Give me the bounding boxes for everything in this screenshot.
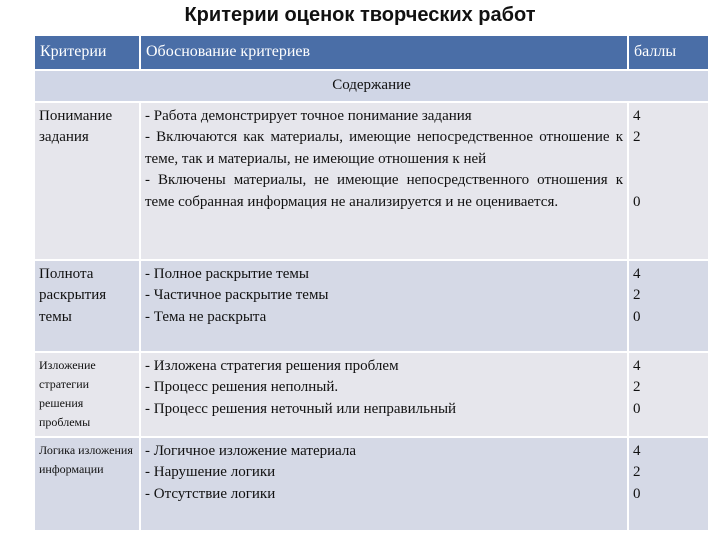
page-title: Критерии оценок творческих работ [184,4,536,26]
score-cell [629,261,708,351]
section-title: Содержание [35,71,708,101]
justification-cell [141,103,627,259]
header-justification: Обоснование критериев [141,36,627,69]
score-cell [629,103,708,259]
criterion-cell: Изложение стратегии решения проблемы [35,353,139,436]
justification-cell [141,261,627,351]
justification-line: - Тема не раскрыта [145,308,267,325]
table-header-row [35,36,708,69]
score-value: 2 [633,129,641,145]
criterion-cell: Полнота раскрытия темы [35,261,139,351]
justification-line: - Изложена стратегия решения проблем [145,357,399,374]
score-value: 2 [633,464,641,480]
justification-line: - Включаются как материалы, имеющие непосредственное отношение к теме, так и материалы, не имеющие отношения к ней [145,129,623,167]
score-value: 2 [633,287,641,303]
justification-line: - Отсутствие логики [145,485,276,502]
criterion-cell: Логика изложения информации [35,438,139,530]
table-row [35,261,708,351]
criterion-cell: Понимание задания [35,103,139,259]
score-value: 4 [633,265,641,282]
score-value: 0 [633,485,641,502]
table-row [35,103,708,259]
justification-line: - Нарушение логики [145,464,276,480]
justification-line: - Частичное раскрытие темы [145,287,329,303]
score-value: 2 [633,379,641,395]
justification-line: - Процесс решения неполный. [145,379,339,395]
criteria-table [33,34,710,532]
justification-cell [141,353,627,436]
score-value: 4 [633,357,641,374]
section-row [35,71,708,101]
justification-line: - Логичное изложение материала [145,442,357,459]
score-cell [629,438,708,530]
score-value: 4 [633,107,641,124]
justification-line: - Работа демонстрирует точное понимание задания [145,107,472,124]
table-row [35,353,708,436]
justification-line: - Процесс решения неточный или неправильный [145,400,457,417]
justification-line: - Полное раскрытие темы [145,265,309,282]
score-cell [629,353,708,436]
justification-cell [141,438,627,530]
table-row [35,438,708,530]
justification-line: - Включены материалы, не имеющие непосредственного отношения к теме собранная информация не анализируется и не оценивается. [145,172,623,210]
score-value: 0 [633,308,641,325]
score-value: 0 [633,193,641,210]
score-value: 0 [633,400,641,417]
score-value: 4 [633,442,641,459]
header-criteria: Критерии [35,36,139,69]
header-points: баллы [629,36,708,69]
